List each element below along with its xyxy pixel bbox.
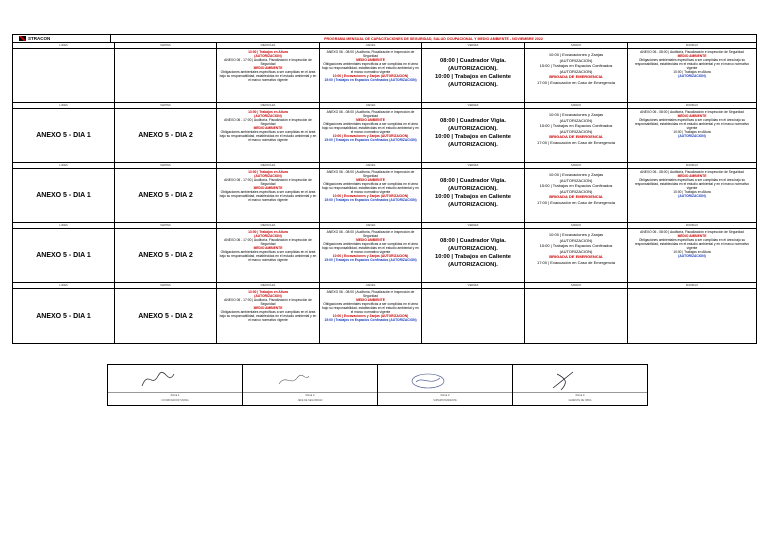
cell-text: 10:00 | Trabajos en Caliente [434,134,512,140]
cell-text: Obligaciones ambientales específicas a ser cumplidas en el área bajo su responsabilidad, establecidas en el estudio ambiental y en el marco normativo vigente [219,130,317,142]
week-row [13,49,756,103]
week-row [13,109,756,163]
cell-text: 10:00 | Excavaciones y Zanjas (AUTORIZACION) [332,254,409,258]
sunday-cell [628,109,756,162]
day-label: VIERNES [422,223,525,228]
cell-text: (AUTORIZACION) [559,117,593,123]
cell-text: ANEXO 06 - 17:00 | Auditoría, Fiscalización e Inspección de Seguridad [224,238,312,246]
cell-text: 15:00 | Trabajos en Espacios Confinados (AUTORIZACION) [324,78,417,82]
day-label: MIERCOLES [217,283,320,288]
cell-text: ANEXO 06 - 08:00 | Auditoría, Fiscalización e Inspección de Seguridad [326,290,415,298]
monday-cell [13,169,115,222]
cell-text: ANEXO 06 - 17:00 | Auditoría, Fiscalización e Inspección de Seguridad [224,298,312,306]
cell-text: 13:00 | Trabajos en Altura [248,170,288,174]
cell-text: (AUTORIZACION) [678,254,706,258]
wednesday-cell [217,289,320,343]
saturday-cell [525,169,628,222]
day-label: JUEVES [320,283,422,288]
cell-text: 15:00 | Trabajos en Espacios Confinados [539,123,613,129]
cell-text: 10:00 | Excavaciones y Zanjas (AUTORIZACION) [332,134,409,138]
day-label: MARTES [115,103,217,108]
saturday-cell [525,229,628,282]
day-label: DOMINGO [685,224,699,227]
cell-text: ANEXO 06 - 08:00 | Auditoría, Fiscalización e Inspección de Seguridad [640,170,744,174]
cell-text: 08:00 | Cuadrador Vigía. [440,238,506,244]
day-label: JUEVES [320,43,422,48]
cell-text: BRIGADA DE EMERGENCIA [549,134,603,140]
cell-text: Obligaciones ambientales específicas a ser cumplidas en el área bajo su responsabilidad, establecidas en el estudio ambiental y en el marco normativo vigente [634,238,750,250]
cell-text: 10:00 | Excavaciones y Zanjas [548,172,604,177]
cell-text: (AUTORIZACION). [448,246,498,252]
tuesday-cell [115,169,217,222]
tuesday-cell [115,109,217,162]
cell-text: 10:00 | Excavaciones y Zanjas [548,52,604,57]
day-label: MIERCOLES [217,103,320,108]
cell-text: ANEXO 5 - DIA 1 [36,132,91,139]
day-label: DOMINGO [685,164,699,167]
day-label: DOMINGO [685,104,699,107]
cell-text: (AUTORIZACION). [448,202,498,208]
cell-text: MEDIO AMBIENTE [356,178,385,182]
thursday-cell [320,289,422,343]
day-label: MARTES [115,43,217,48]
day-label: SABADO [525,43,628,48]
cell-text: ANEXO 5 - DIA 2 [138,312,193,320]
header-row [13,35,756,43]
company-logo [13,35,111,42]
cell-text: 10:00 | Trabajos en Altura [673,250,711,254]
day-label: JUEVES [320,163,422,168]
signature-icon [273,368,313,392]
saturday-cell [525,109,628,162]
cell-text: (AUTORIZACION) [559,177,593,183]
cell-text: 13:00 | Trabajos en Altura [248,110,288,114]
wednesday-cell [217,109,320,162]
cell-text: Obligaciones ambientales específicas a ser cumplidas en el área bajo su responsabilidad, establecidas en el estudio ambiental y en el marco normativo vigente [322,62,419,74]
day-label: LUNES [13,163,115,168]
cell-text: BRIGADA DE EMERGENCIA [549,254,603,260]
day-label: SABADO [525,223,628,228]
page-title: PROGRAMA MENSUAL DE CAPACITACIONES DE SEGURIDAD, SALUD OCUPACIONAL Y MEDIO AMBIENTE - NOVIEMBRE 2022 [324,37,543,41]
cell-text: BRIGADA DE EMERGENCIA [549,194,603,200]
stracon-logo-icon [19,36,26,41]
day-label: MIERCOLES [217,163,320,168]
day-label: MARTES [115,223,217,228]
cell-text: MEDIO AMBIENTE [253,126,283,130]
sunday-cell [628,229,756,282]
day-label: MIERCOLES [217,43,320,48]
day-label: DOMINGO [685,44,699,47]
cell-text: ANEXO 06 - 08:00 | Auditoría, Fiscalización e Inspección de Seguridad [640,110,744,114]
tuesday-cell [115,229,217,282]
cell-text: (AUTORIZACION) [559,237,593,243]
cell-text: MEDIO AMBIENTE [677,234,707,238]
cell-text: 08:00 | Cuadrador Vigía. [440,118,506,124]
tuesday-cell [115,289,217,343]
cell-text: (AUTORIZACION). [448,66,498,72]
thursday-cell [320,49,422,102]
sunday-cell [628,289,756,343]
cell-text: ANEXO 06 - 08:00 | Auditoría, Fiscalización e Inspección de Seguridad [326,110,415,118]
schedule-sheet [12,34,757,344]
cell-text: ANEXO 5 - DIA 2 [138,132,193,139]
day-label: VIERNES [422,43,525,48]
cell-text: 10:00 | Excavaciones y Zanjas [548,112,604,117]
signature-icon [408,368,448,392]
cell-text: 17:00 | Evacuación en Caso de Emergencia [537,79,615,85]
cell-text: Obligaciones ambientales específicas a ser cumplidas en el área bajo su responsabilidad, establecidas en el estudio ambiental y en el marco normativo vigente [634,178,750,190]
cell-text: 10:00 | Excavaciones y Zanjas [548,232,604,237]
signature-slot [108,365,243,405]
day-label: LUNES [13,43,115,48]
signature-name: Firma 1 [108,392,242,397]
cell-text: (AUTORIZACION) [254,234,282,238]
signature-slot [513,365,647,405]
cell-text: 15:00 | Trabajos en Espacios Confinados (AUTORIZACION) [324,138,417,142]
cell-text: ANEXO 5 - DIA 1 [36,192,91,199]
cell-text: 15:00 | Trabajos en Espacios Confinados [539,63,613,69]
cell-text: MEDIO AMBIENTE [677,114,707,118]
cell-text: (AUTORIZACION) [254,174,282,178]
cell-text: (AUTORIZACION) [254,54,282,58]
day-label: LUNES [13,283,115,288]
tuesday-cell [115,49,217,102]
cell-text: 10:00 | Trabajos en Caliente [434,74,512,80]
signature-slot [378,365,513,405]
week-row [13,169,756,223]
cell-text: ANEXO 06 - 08:00 | Auditoría, Fiscalización e Inspección de Seguridad [326,50,415,58]
cell-text: MEDIO AMBIENTE [253,306,283,310]
monday-cell [13,229,115,282]
cell-text: Obligaciones ambientales específicas a ser cumplidas en el área bajo su responsabilidad, establecidas en el estudio ambiental y en el marco normativo vigente [219,190,317,202]
day-label: MIERCOLES [217,223,320,228]
sunday-cell [628,49,756,102]
cell-text: 10:00 | Trabajos en Altura [673,130,711,134]
signature-role: GERENTE DE OBRA [568,399,592,402]
cell-text: ANEXO 06 - 08:00 | Auditoría, Fiscalización e Inspección de Seguridad [326,170,415,178]
cell-text: Obligaciones ambientales específicas a ser cumplidas en el área bajo su responsabilidad, establecidas en el estudio ambiental y en el marco normativo vigente [322,122,419,134]
cell-text: MEDIO AMBIENTE [253,246,283,250]
cell-text: Obligaciones ambientales específicas a ser cumplidas en el área bajo su responsabilidad, establecidas en el estudio ambiental y en el marco normativo vigente [219,70,317,82]
cell-text: MEDIO AMBIENTE [356,118,385,122]
cell-text: 15:00 | Trabajos en Espacios Confinados (AUTORIZACION) [324,258,417,262]
cell-text: (AUTORIZACION). [448,262,498,268]
cell-text: Obligaciones ambientales específicas a ser cumplidas en el área bajo su responsabilidad, establecidas en el estudio ambiental y en el marco normativo vigente [219,310,317,322]
cell-text: 15:00 | Trabajos en Espacios Confinados (AUTORIZACION) [324,318,417,322]
cell-text: (AUTORIZACION) [678,194,706,198]
signature-icon [138,368,178,392]
signature-icon [543,368,583,392]
cell-text: (AUTORIZACION). [448,82,498,88]
cell-text: MEDIO AMBIENTE [253,66,283,70]
day-label: VIERNES [422,163,525,168]
cell-text: (AUTORIZACION) [559,128,593,134]
day-label: MARTES [115,283,217,288]
cell-text: 13:00 | Trabajos en Altura [248,230,288,234]
signature-role: JEFE DE SEGURIDAD [297,399,323,402]
day-label: SABADO [525,163,628,168]
cell-text: ANEXO 5 - DIA 2 [138,192,193,199]
cell-text: 10:00 | Excavaciones y Zanjas (AUTORIZACION) [332,314,409,318]
friday-cell [422,229,525,282]
cell-text: 15:00 | Trabajos en Espacios Confinados (AUTORIZACION) [324,198,417,202]
wednesday-cell [217,229,320,282]
thursday-cell [320,229,422,282]
signature-block [107,364,648,406]
cell-text: ANEXO 06 - 17:00 | Auditoría, Fiscalización e Inspección de Seguridad [224,178,312,186]
cell-text: 10:00 | Trabajos en Altura [673,190,711,194]
cell-text: 15:00 | Trabajos en Espacios Confinados [539,183,613,189]
cell-text: ANEXO 06 - 17:00 | Auditoría, Fiscalización e Inspección de Seguridad [224,58,312,66]
cell-text: 10:00 | Excavaciones y Zanjas (AUTORIZACION) [332,74,409,78]
cell-text: MEDIO AMBIENTE [677,54,707,58]
friday-cell [422,49,525,102]
cell-text: Obligaciones ambientales específicas a ser cumplidas en el área bajo su responsabilidad, establecidas en el estudio ambiental y en el marco normativo vigente [634,118,750,130]
signature-name: Firma 4 [513,392,647,397]
cell-text: (AUTORIZACION) [559,248,593,254]
cell-text: 08:00 | Cuadrador Vigía. [440,58,506,64]
cell-text: (AUTORIZACION). [448,126,498,132]
cell-text: 08:00 | Cuadrador Vigía. [440,178,506,184]
cell-text: Obligaciones ambientales específicas a ser cumplidas en el área bajo su responsabilidad, establecidas en el estudio ambiental y en el marco normativo vigente [634,58,750,70]
cell-text: Obligaciones ambientales específicas a ser cumplidas en el área bajo su responsabilidad, establecidas en el estudio ambiental y en el marco normativo vigente [219,250,317,262]
day-label: DOMINGO [685,284,699,287]
day-label: JUEVES [320,223,422,228]
day-label: VIERNES [422,283,525,288]
cell-text: MEDIO AMBIENTE [356,298,385,302]
cell-text: (AUTORIZACION) [559,57,593,63]
company-name: STRACON [28,36,51,41]
cell-text: Obligaciones ambientales específicas a ser cumplidas en el área bajo su responsabilidad, establecidas en el estudio ambiental y en el marco normativo vigente [322,182,419,194]
day-label: JUEVES [320,103,422,108]
cell-text: MEDIO AMBIENTE [356,58,385,62]
cell-text: 13:00 | Trabajos en Altura [248,50,288,54]
cell-text: (AUTORIZACION) [559,68,593,74]
day-label: VIERNES [422,103,525,108]
cell-text: ANEXO 5 - DIA 1 [36,312,91,320]
wednesday-cell [217,49,320,102]
sunday-cell [628,169,756,222]
cell-text: BRIGADA DE EMERGENCIA [549,74,603,80]
day-label: SABADO [525,283,628,288]
saturday-cell [525,289,628,343]
saturday-cell [525,49,628,102]
signature-role: COORDINADOR SSOMA [161,399,189,402]
cell-text: 17:00 | Evacuación en Caso de Emergencia [537,259,615,265]
thursday-cell [320,169,422,222]
cell-text: Obligaciones ambientales específicas a ser cumplidas en el área bajo su responsabilidad, establecidas en el estudio ambiental y en el marco normativo vigente [322,242,419,254]
cell-text: 10:00 | Excavaciones y Zanjas (AUTORIZACION) [332,194,409,198]
signature-name: Firma 2 [243,392,377,397]
cell-text: 17:00 | Evacuación en Caso de Emergencia [537,139,615,145]
cell-text: (AUTORIZACION). [448,142,498,148]
cell-text: MEDIO AMBIENTE [677,174,707,178]
monday-cell [13,49,115,102]
cell-text: ANEXO 06 - 08:00 | Auditoría, Fiscalización e Inspección de Seguridad [326,230,415,238]
cell-text: ANEXO 06 - 08:00 | Auditoría, Fiscalización e Inspección de Seguridad [640,230,744,234]
cell-text: MEDIO AMBIENTE [253,186,283,190]
signature-role: SUPERINTENDENTE [433,399,457,402]
cell-text: (AUTORIZACION) [678,74,706,78]
day-label: SABADO [525,103,628,108]
signature-slot [243,365,378,405]
cell-text: 15:00 | Trabajos en Espacios Confinados [539,243,613,249]
friday-cell [422,289,525,343]
cell-text: MEDIO AMBIENTE [356,238,385,242]
day-label: LUNES [13,103,115,108]
cell-text: 17:00 | Evacuación en Caso de Emergencia [537,199,615,205]
thursday-cell [320,109,422,162]
signature-name: Firma 3 [378,392,512,397]
cell-text: (AUTORIZACION) [254,114,282,118]
week-row [13,289,756,343]
cell-text: (AUTORIZACION). [448,186,498,192]
friday-cell [422,169,525,222]
day-label: MARTES [115,163,217,168]
day-label: LUNES [13,223,115,228]
monday-cell [13,289,115,343]
monday-cell [13,109,115,162]
cell-text: ANEXO 06 - 08:00 | Auditoría, Fiscalización e Inspección de Seguridad [640,50,744,54]
cell-text: ANEXO 5 - DIA 1 [36,252,91,259]
cell-text: ANEXO 06 - 17:00 | Auditoría, Fiscalización e Inspección de Seguridad [224,118,312,126]
cell-text: (AUTORIZACION) [254,294,282,298]
cell-text: ANEXO 5 - DIA 2 [138,252,193,259]
cell-text: (AUTORIZACION) [559,188,593,194]
cell-text: 10:00 | Trabajos en Altura [673,70,711,74]
cell-text: 13:00 | Trabajos en Altura [248,290,288,294]
cell-text: Obligaciones ambientales específicas a ser cumplidas en el área bajo su responsabilidad, establecidas en el estudio ambiental y en el marco normativo vigente [322,302,419,314]
weeks-container [13,43,756,343]
cell-text: 10:00 | Trabajos en Caliente [434,194,512,200]
cell-text: 10:00 | Trabajos en Caliente [434,254,512,260]
cell-text: (AUTORIZACION) [678,134,706,138]
week-row [13,229,756,283]
friday-cell [422,109,525,162]
wednesday-cell [217,169,320,222]
